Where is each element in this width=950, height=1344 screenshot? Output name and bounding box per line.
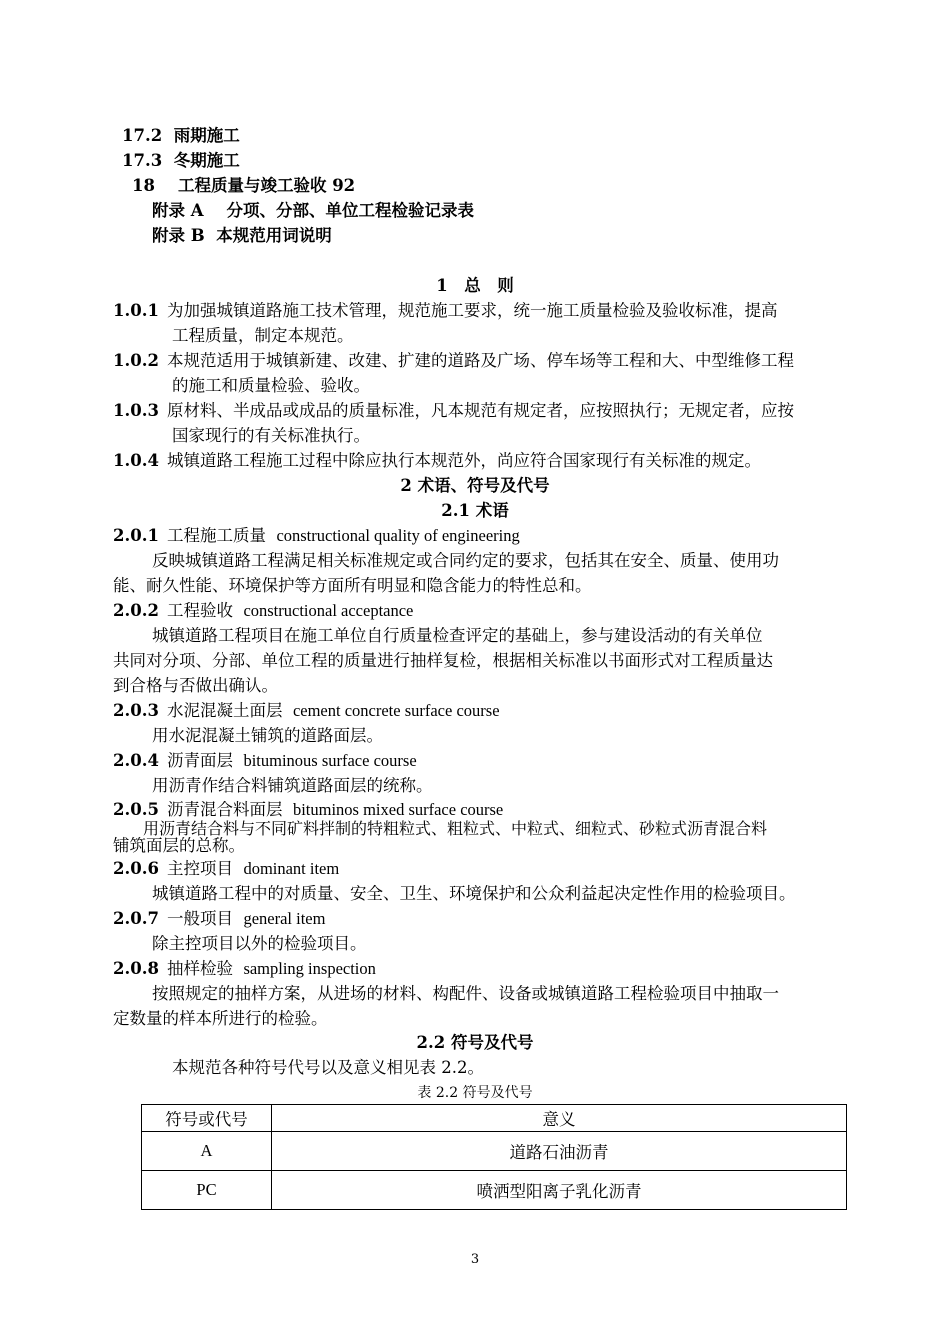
toc-title: 分项、分部、单位工程检验记录表 bbox=[226, 201, 475, 220]
clause-text-continued: 工程质量，制定本规范。 bbox=[172, 326, 354, 345]
toc-number: 18 bbox=[132, 176, 155, 195]
toc-entry[interactable] bbox=[122, 150, 240, 172]
clause-text-continued: 的施工和质量检验、验收。 bbox=[172, 376, 370, 395]
term-en: bituminous surface course bbox=[243, 751, 417, 770]
toc-title: 雨期施工 bbox=[173, 126, 240, 145]
toc-number: 17.2 bbox=[122, 126, 163, 145]
table-row bbox=[142, 1171, 847, 1210]
clause-number: 1.0.3 bbox=[113, 401, 159, 420]
term-en: bituminos mixed surface course bbox=[292, 800, 504, 819]
term-number: 2.0.7 bbox=[113, 909, 159, 928]
chapter-2-title: 2 术语、符号及代号 bbox=[400, 476, 550, 495]
term-definition: 到合格与否做出确认。 bbox=[113, 676, 278, 695]
term-2-0-7 bbox=[113, 908, 325, 930]
table-cell-meaning: 道路石油沥青 bbox=[272, 1132, 847, 1171]
term-2-0-3 bbox=[113, 700, 500, 722]
toc-title: 冬期施工 bbox=[173, 151, 240, 170]
term-definition: 用水泥混凝土铺筑的道路面层。 bbox=[152, 726, 383, 745]
term-2-0-2 bbox=[113, 600, 413, 622]
table-cell-symbol: PC bbox=[142, 1171, 272, 1210]
term-definition: 除主控项目以外的检验项目。 bbox=[152, 934, 367, 953]
term-number: 2.0.5 bbox=[113, 800, 159, 819]
toc-number: 附录 A bbox=[152, 201, 204, 220]
toc-title: 工程质量与竣工验收 92 bbox=[177, 176, 356, 195]
term-en: cement concrete surface course bbox=[292, 701, 500, 720]
table-header-row bbox=[142, 1105, 847, 1132]
clause-number: 1.0.4 bbox=[113, 451, 159, 470]
table-header-cell: 意义 bbox=[272, 1105, 847, 1132]
toc-entry[interactable] bbox=[152, 225, 332, 247]
clause-1-0-4 bbox=[113, 450, 761, 472]
term-number: 2.0.6 bbox=[113, 859, 159, 878]
term-2-0-8 bbox=[113, 958, 376, 980]
clause-text: 城镇道路工程施工过程中除应执行本规范外，尚应符合国家现行有关标准的规定。 bbox=[166, 451, 761, 470]
term-definition: 能、耐久性能、环境保护等方面所有明显和隐含能力的特性总和。 bbox=[113, 576, 592, 595]
term-cn: 主控项目 bbox=[166, 859, 233, 878]
page-number: 3 bbox=[470, 1252, 480, 1267]
section-2-1-title: 2.1 术语 bbox=[441, 501, 509, 520]
term-definition: 用沥青作结合料铺筑道路面层的统称。 bbox=[152, 776, 433, 795]
term-definition: 城镇道路工程项目在施工单位自行质量检查评定的基础上，参与建设活动的有关单位 bbox=[152, 626, 763, 645]
term-definition: 用沥青结合料与不同矿料拌制的特粗粒式、粗粒式、中粒式、细粒式、砂粒式沥青混合料 bbox=[143, 819, 768, 838]
toc-number: 17.3 bbox=[122, 151, 163, 170]
toc-number: 附录 B bbox=[152, 226, 205, 245]
clause-text: 本规范适用于城镇新建、改建、扩建的道路及广场、停车场等工程和大、中型维修工程 bbox=[166, 351, 794, 370]
term-en: sampling inspection bbox=[243, 959, 376, 978]
table-cell-meaning: 喷洒型阳离子乳化沥青 bbox=[272, 1171, 847, 1210]
term-definition: 共同对分项、分部、单位工程的质量进行抽样复检，根据相关标准以书面形式对工程质量达 bbox=[113, 651, 773, 670]
term-definition: 城镇道路工程中的对质量、安全、卫生、环境保护和公众利益起决定性作用的检验项目。 bbox=[152, 884, 796, 903]
symbols-table bbox=[141, 1104, 847, 1210]
term-en: dominant item bbox=[243, 859, 340, 878]
table-header-cell: 符号或代号 bbox=[142, 1105, 272, 1132]
term-definition: 铺筑面层的总称。 bbox=[113, 836, 245, 855]
term-definition: 定数量的样本所进行的检验。 bbox=[113, 1009, 328, 1028]
table-cell-symbol: A bbox=[142, 1132, 272, 1171]
clause-number: 1.0.1 bbox=[113, 301, 159, 320]
term-number: 2.0.3 bbox=[113, 701, 159, 720]
term-en: constructional acceptance bbox=[243, 601, 414, 620]
toc-entry[interactable] bbox=[132, 175, 355, 197]
term-definition: 反映城镇道路工程满足相关标准规定或合同约定的要求，包括其在安全、质量、使用功 bbox=[152, 551, 779, 570]
section-2-2-intro: 本规范各种符号代号以及意义相见表 2.2。 bbox=[172, 1058, 484, 1077]
clause-number: 1.0.2 bbox=[113, 351, 159, 370]
term-definition: 按照规定的抽样方案，从进场的材料、构配件、设备或城镇道路工程检验项目中抽取一 bbox=[152, 984, 779, 1003]
term-cn: 沥青面层 bbox=[166, 751, 233, 770]
section-2-2-title: 2.2 符号及代号 bbox=[416, 1033, 534, 1052]
term-2-0-1 bbox=[113, 525, 520, 547]
toc-entry[interactable] bbox=[152, 200, 474, 222]
table-row bbox=[142, 1132, 847, 1171]
term-number: 2.0.8 bbox=[113, 959, 159, 978]
clause-1-0-2 bbox=[113, 350, 794, 372]
term-en: general item bbox=[243, 909, 326, 928]
term-number: 2.0.4 bbox=[113, 751, 159, 770]
term-2-0-6 bbox=[113, 858, 339, 880]
term-cn: 工程验收 bbox=[166, 601, 233, 620]
term-number: 2.0.1 bbox=[113, 526, 159, 545]
clause-text-continued: 国家现行的有关标准执行。 bbox=[172, 426, 370, 445]
clause-1-0-1 bbox=[113, 300, 777, 322]
term-cn: 一般项目 bbox=[166, 909, 233, 928]
toc-entry[interactable] bbox=[122, 125, 240, 147]
clause-1-0-3 bbox=[113, 400, 794, 422]
toc-title: 本规范用词说明 bbox=[216, 226, 332, 245]
term-cn: 沥青混合料面层 bbox=[166, 800, 283, 819]
term-cn: 工程施工质量 bbox=[166, 526, 266, 545]
term-number: 2.0.2 bbox=[113, 601, 159, 620]
clause-text: 原材料、半成品或成品的质量标准，凡本规范有规定者，应按照执行；无规定者，应按 bbox=[166, 401, 794, 420]
chapter-1-title: 1 总 则 bbox=[436, 276, 514, 295]
term-en: constructional quality of engineering bbox=[276, 526, 520, 545]
table-caption: 表 2.2 符号及代号 bbox=[417, 1085, 533, 1101]
term-2-0-4 bbox=[113, 750, 417, 772]
term-cn: 水泥混凝土面层 bbox=[166, 701, 283, 720]
term-cn: 抽样检验 bbox=[166, 959, 233, 978]
clause-text: 为加强城镇道路施工技术管理，规范施工要求，统一施工质量检验及验收标准，提高 bbox=[166, 301, 778, 320]
